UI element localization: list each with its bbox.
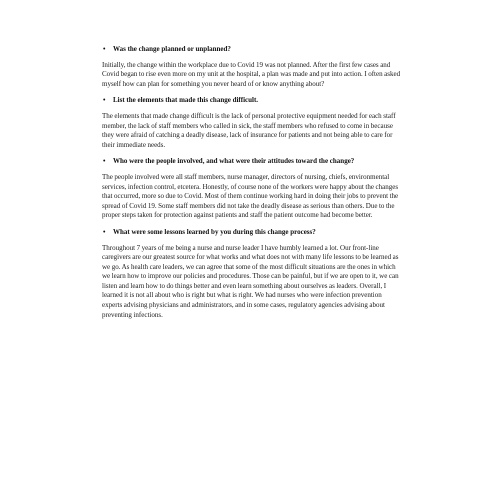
section-people [102, 157, 402, 221]
answer-paragraph: The elements that made change difficult is the lack of personal protective equipment needed for each staff member, the lack of staff members who called in sick, the staff members who refused to come in because they were afraid of catching a deadly disease, lack of insurance for patients and not being able to care for their immediate needs. [102, 111, 396, 149]
section-planned [102, 45, 402, 89]
question-heading [102, 228, 402, 238]
question-text: What were some lessons learned by you during this change process? [113, 227, 316, 236]
question-text: Was the change planned or unplanned? [113, 45, 231, 53]
question-text: Who were the people involved, and what were their attitudes toward the change? [113, 157, 355, 166]
answer-paragraph: Throughout 7 years of me being a nurse and nurse leader I have humbly learned a lot. Our front-line caregivers are our greatest source for what works and what does not with many life lessons to be learned as we go. As health care leaders, we can agree that some of the most difficult situations are the ones in which we learn how to improve our policies and procedures. Those can be painful, but if we are open to it, we can listen and learn how to do things better and even learn something about ourselves as leaders. Overall, I learned it is not all about who is right but what is right. We had nurses who were infection prevention experts advising physicians and administrators, and in some cases, regulatory agencies advising about preventing infections. [102, 243, 399, 319]
question-text: List the elements that made this change difficult. [113, 96, 259, 105]
section-lessons [102, 228, 402, 320]
bullet-icon: • [103, 96, 106, 105]
question-heading [102, 45, 402, 55]
document-page [102, 45, 402, 327]
answer-paragraph: The people involved were all staff members, nurse manager, directors of nursing, chiefs, environmental services, infection control, etcetera. Honestly, of course none of the workers were happy about the changes that occurred, more so due to Covid. Most of them continue working hard in doing their jobs to prevent the spread of Covid 19. Some staff members did not take the deadly disease as serious than others. Due to the proper steps taken for protection against patients and staff the patient outcome had become better. [102, 172, 399, 220]
bullet-icon: • [103, 227, 106, 236]
bullet-icon: • [103, 157, 106, 166]
question-heading [102, 96, 402, 106]
section-difficulty [102, 96, 402, 150]
question-heading [102, 157, 402, 167]
bullet-icon: • [103, 45, 106, 53]
answer-paragraph: Initially, the change within the workplace due to Covid 19 was not planned. After the first few cases and Covid began to rise even more on my unit at the hospital, a plan was made and put into action. I often asked myself how can plan for something you never heard of or know anything about? [102, 60, 401, 88]
